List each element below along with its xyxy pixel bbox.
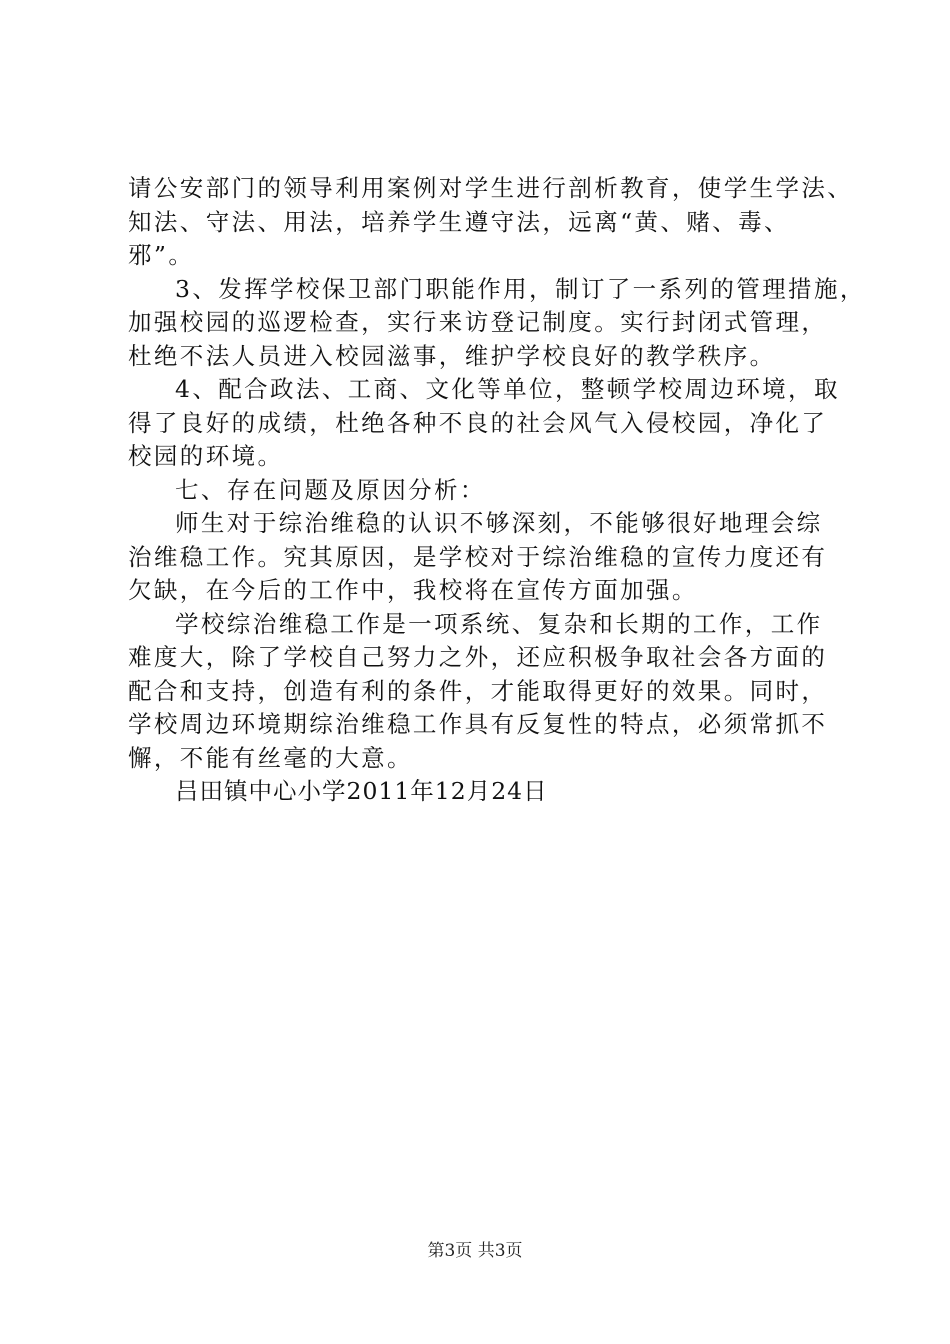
text-line: 加强校园的巡逻检查，实行来访登记制度。实行封闭式管理， [128, 308, 828, 336]
section-heading: 七、存在问题及原因分析： [175, 475, 486, 504]
text-line: 学校综治维稳工作是一项系统、复杂和长期的工作，工作 [175, 609, 823, 638]
text-line: 知法、守法、用法，培养学生遵守法，远离“黄、赌、毒、 [128, 207, 790, 236]
text-line: 欠缺，在今后的工作中，我校将在宣传方面加强。 [128, 576, 698, 604]
text-line: 难度大，除了学校自己努力之外，还应积极争取社会各方面的 [128, 643, 828, 671]
text-line: 治维稳工作。究其原因，是学校对于综治维稳的宣传力度还有 [128, 542, 828, 571]
text-line: 3、发挥学校保卫部门职能作用，制订了一系列的管理措施， [175, 274, 866, 303]
text-line: 请公安部门的领导利用案例对学生进行剖析教育，使学生学法、 [128, 174, 854, 202]
text-line: 学校周边环境期综治维稳工作具有反复性的特点，必须常抓不 [128, 710, 828, 738]
text-line: 校园的环境。 [128, 442, 284, 470]
page-number-footer: 第3页 共3页 [427, 1241, 523, 1261]
text-line: 懈，不能有丝毫的大意。 [128, 743, 413, 772]
text-line: 邪”。 [128, 241, 195, 269]
text-line: 4、配合政法、工商、文化等单位，整顿学校周边环境，取 [175, 375, 840, 403]
text-line: 配合和支持，创造有利的条件，才能取得更好的效果。同时， [128, 676, 828, 705]
text-line: 师生对于综治维稳的认识不够深刻，不能够很好地理会综 [175, 509, 823, 537]
text-line: 杜绝不法人员进入校园滋事，维护学校良好的教学秩序。 [128, 341, 776, 370]
signature-line: 吕田镇中心小学2011年12月24日 [175, 777, 548, 805]
text-line: 得了良好的成绩，杜绝各种不良的社会风气入侵校园，净化了 [128, 408, 828, 437]
document-body [128, 172, 866, 809]
